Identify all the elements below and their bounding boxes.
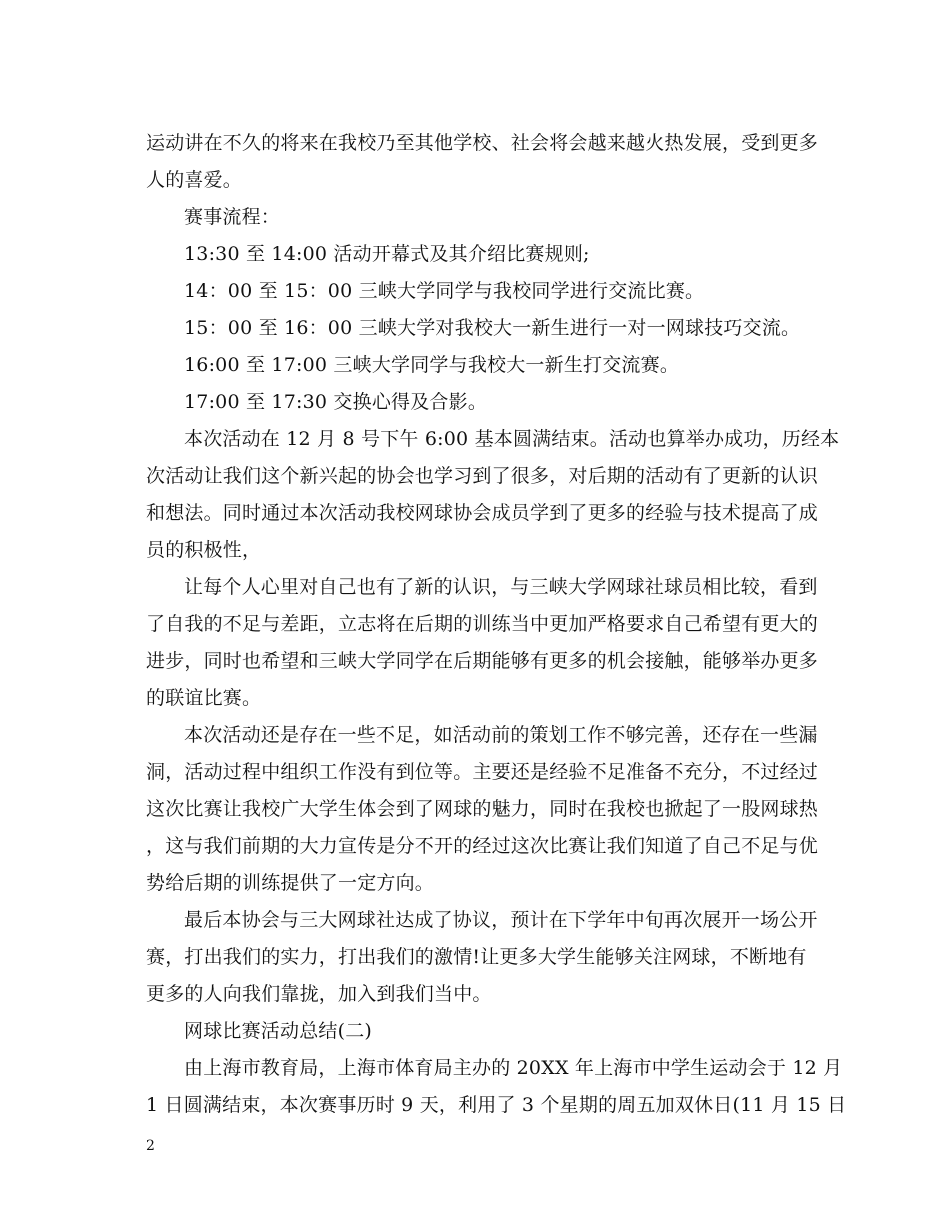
text-line: 这次比赛让我校广大学生体会到了网球的魅力，同时在我校也掀起了一股网球热 xyxy=(146,798,819,820)
section-heading: 网球比赛活动总结(二) xyxy=(184,1020,373,1042)
text-line: 和想法。同时通过本次活动我校网球协会成员学到了更多的经验与技术提高了成 xyxy=(146,502,819,524)
text-line: 让每个人心里对自己也有了新的认识，与三峡大学网球社球员相比较，看到 xyxy=(184,576,818,598)
text-line: 洞，活动过程中组织工作没有到位等。主要还是经验不足准备不充分，不过经过 xyxy=(146,761,819,783)
text-line: 进步，同时也希望和三峡大学同学在后期能够有更多的机会接触，能够举办更多 xyxy=(146,650,819,672)
page-number: 2 xyxy=(146,1138,155,1154)
text-line: 赛，打出我们的实力，打出我们的激情!让更多大学生能够关注网球，不断地有 xyxy=(146,946,807,968)
text-line: 势给后期的训练提供了一定方向。 xyxy=(146,872,435,894)
text-line: 了自我的不足与差距，立志将在后期的训练当中更加严格要求自己希望有更大的 xyxy=(146,613,819,635)
text-line: 更多的人向我们靠拢，加入到我们当中。 xyxy=(146,983,492,1005)
text-line: 1 日圆满结束，本次赛事历时 9 天，利用了 3 个星期的周五加双休日(11 月 15 日 xyxy=(146,1094,847,1116)
text-line: 16:00 至 17:00 三峡大学同学与我校大一新生打交流赛。 xyxy=(184,354,680,376)
text-line: 人的喜爱。 xyxy=(146,169,243,191)
text-line: 13:30 至 14:00 活动开幕式及其介绍比赛规则; xyxy=(184,243,590,265)
text-line: ，这与我们前期的大力宣传是分不开的经过这次比赛让我们知道了自己不足与优 xyxy=(146,835,819,857)
text-line: 员的积极性， xyxy=(146,539,262,561)
text-line: 的联谊比赛。 xyxy=(146,687,262,709)
text-line: 17:00 至 17:30 交换心得及合影。 xyxy=(184,391,488,413)
text-line: 运动讲在不久的将来在我校乃至其他学校、社会将会越来越火热发展，受到更多 xyxy=(146,132,819,154)
text-line: 14：00 至 15：00 三峡大学同学与我校同学进行交流比赛。 xyxy=(184,280,705,302)
text-line: 由上海市教育局，上海市体育局主办的 20XX 年上海市中学生运动会于 12 月 xyxy=(184,1057,843,1079)
text-line: 赛事流程： xyxy=(184,206,281,228)
text-line: 次活动让我们这个新兴起的协会也学习到了很多，对后期的活动有了更新的认识 xyxy=(146,465,819,487)
text-line: 最后本协会与三大网球社达成了协议，预计在下学年中旬再次展开一场公开 xyxy=(184,909,818,931)
text-line: 15：00 至 16：00 三峡大学对我校大一新生进行一对一网球技巧交流。 xyxy=(184,317,801,339)
text-line: 本次活动在 12 月 8 号下午 6:00 基本圆满结束。活动也算举办成功，历经本 xyxy=(184,428,840,450)
text-line: 本次活动还是存在一些不足，如活动前的策划工作不够完善，还存在一些漏 xyxy=(184,724,818,746)
